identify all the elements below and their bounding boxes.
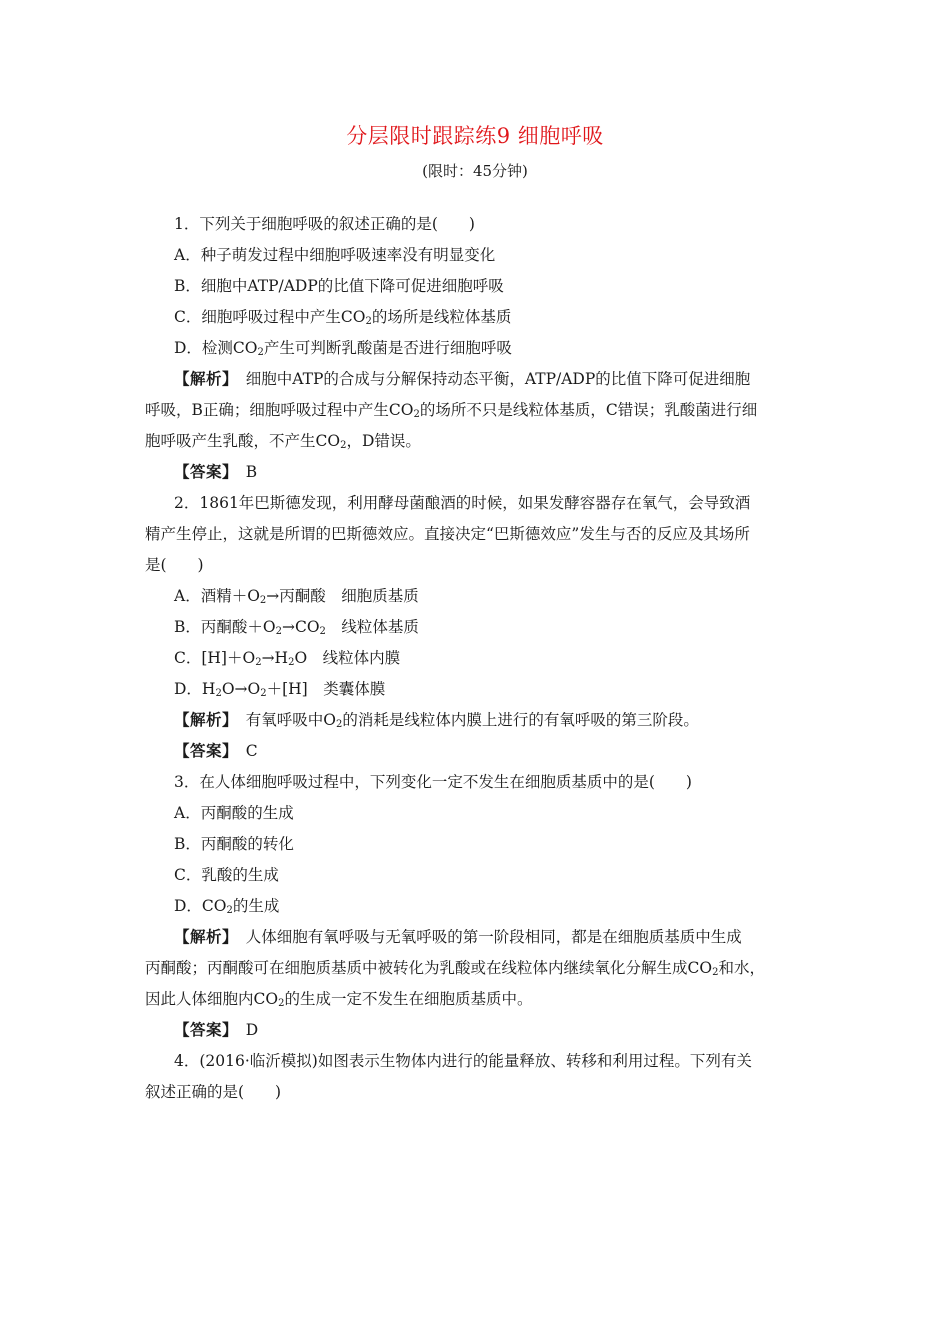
q3-option-c: C．乳酸的生成 <box>174 866 279 884</box>
q4-stem: 4．(2016·临沂模拟)如图表示生物体内进行的能量释放、转移和利用过程。下列有关 <box>174 1052 752 1070</box>
q2-option-b: B．丙酮酸$+O_2\to CO_2$ 线粒体基质 <box>174 618 419 637</box>
q1-option-d: D．检测$CO_2$产生可判断乳酸菌是否进行细胞呼吸 <box>174 339 512 358</box>
answer-label: 【答案】 <box>174 462 231 481</box>
q2-option-d: D．$H_2O\to O_2+[H]$ 类囊体膜 <box>174 680 386 699</box>
page-title: 分层限时跟踪练9 细胞呼吸 <box>346 124 604 148</box>
q3-analysis-line2: 丙酮酸；丙酮酸可在细胞质基质中被转化为乳酸或在线粒体内继续氧化分解生成$CO_2$和水， <box>145 959 765 978</box>
q4-stem-line2: 叙述正确的是( ) <box>145 1083 282 1101</box>
analysis-label: 【解析】 <box>174 369 231 388</box>
q2-stem-line2: 精产生停止，这就是所谓的巴斯德效应。直接决定“巴斯德效应”发生与否的反应及其场所 <box>145 525 750 543</box>
q1-stem: 1．下列关于细胞呼吸的叙述正确的是( ) <box>174 215 475 233</box>
analysis-label: 【解析】 <box>174 710 231 729</box>
q3-answer: 【答案】 D <box>174 1020 259 1039</box>
answer-label: 【答案】 <box>174 1020 231 1039</box>
q3-analysis-line3: 因此人体细胞内$CO_2$的生成一定不发生在细胞质基质中。 <box>145 990 533 1009</box>
analysis-label: 【解析】 <box>174 927 231 946</box>
q3-option-d: D．$CO_2$的生成 <box>174 897 280 916</box>
q2-option-a: A．酒精$+O_2\to$丙酮酸 细胞质基质 <box>174 587 419 606</box>
q2-stem: 2．1861年巴斯德发现，利用酵母菌酿酒的时候，如果发酵容器存在氧气，会导致酒 <box>174 494 751 512</box>
q1-analysis: 【解析】 细胞中ATP的合成与分解保持动态平衡，ATP/ADP的比值下降可促进细胞 <box>174 369 751 388</box>
q1-option-b: B．细胞中ATP/ADP的比值下降可促进细胞呼吸 <box>174 277 504 295</box>
q2-analysis: 【解析】 有氧呼吸中$O_2$的消耗是线粒体内膜上进行的有氧呼吸的第三阶段。 <box>174 710 699 730</box>
q1-analysis-line3: 胞呼吸产生乳酸，不产生$CO_2$，D错误。 <box>145 432 421 451</box>
q1-answer: 【答案】 B <box>174 462 258 481</box>
q3-option-b: B．丙酮酸的转化 <box>174 835 294 853</box>
q1-option-c: C．细胞呼吸过程中产生$CO_2$的场所是线粒体基质 <box>174 308 512 327</box>
q3-stem: 3．在人体细胞呼吸过程中，下列变化一定不发生在细胞质基质中的是( ) <box>174 773 692 791</box>
q3-option-a: A．丙酮酸的生成 <box>174 804 294 822</box>
q1-analysis-line2: 呼吸，B正确；细胞呼吸过程中产生$CO_2$的场所不只是线粒体基质，C错误；乳酸菌进行细 <box>145 401 758 420</box>
q3-analysis: 【解析】 人体细胞有氧呼吸与无氧呼吸的第一阶段相同，都是在细胞质基质中生成 <box>174 927 742 946</box>
answer-label: 【答案】 <box>174 741 231 760</box>
q2-option-c: C．$[H]+O_2\to H_2O$ 线粒体内膜 <box>174 649 401 668</box>
q1-option-a: A．种子萌发过程中细胞呼吸速率没有明显变化 <box>174 246 496 264</box>
q2-stem-line3: 是( ) <box>145 556 204 574</box>
time-limit: (限时：45分钟) <box>422 162 528 180</box>
q2-answer: 【答案】 C <box>174 741 258 760</box>
